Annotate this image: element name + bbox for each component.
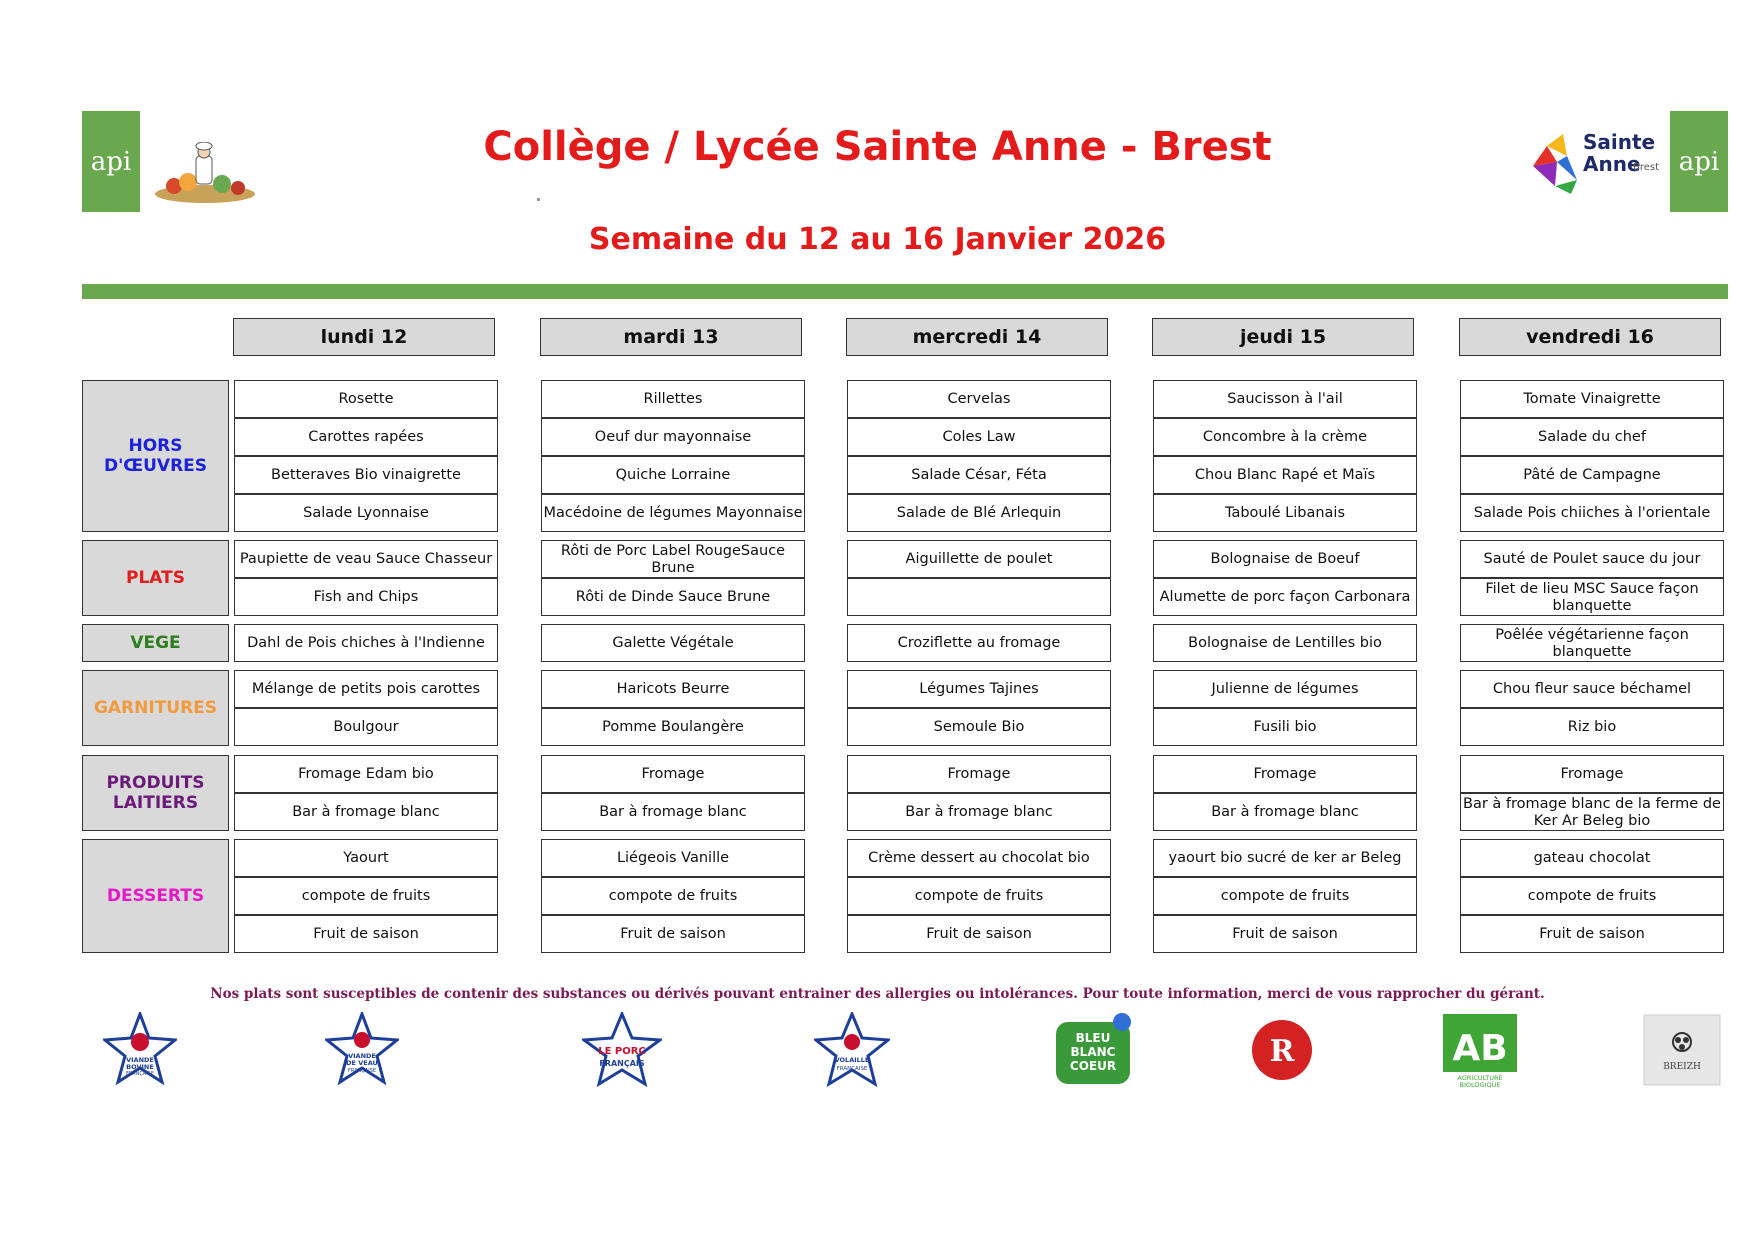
menu-cell: Riz bio — [1460, 708, 1724, 746]
api-logo-left: api — [82, 111, 140, 212]
menu-cell: Concombre à la crème — [1153, 418, 1417, 456]
menu-cell: Carottes rapées — [234, 418, 498, 456]
svg-text:DE VEAU: DE VEAU — [346, 1059, 378, 1067]
menu-cell: Poêlée végétarienne façon blanquette — [1460, 624, 1724, 662]
category-label: HORS D'ŒUVRES — [82, 380, 229, 532]
day-header: mardi 13 — [540, 318, 802, 356]
svg-text:VIANDE: VIANDE — [126, 1056, 154, 1064]
allergy-notice: Nos plats sont susceptibles de contenir des substances ou dérivés pouvant entrainer des allergies ou intolérances. Pour toute information, merci de vous rapprocher du gérant. — [210, 986, 1545, 1002]
menu-cell: Pâté de Campagne — [1460, 456, 1724, 494]
menu-cell: Chou fleur sauce béchamel — [1460, 670, 1724, 708]
menu-cell: Liégeois Vanille — [541, 839, 805, 877]
svg-text:COEUR: COEUR — [1069, 1059, 1117, 1073]
svg-text:LE PORC: LE PORC — [598, 1046, 646, 1057]
menu-cell: Fruit de saison — [541, 915, 805, 953]
page-subtitle: Semaine du 12 au 16 Janvier 2026 — [588, 222, 1167, 257]
menu-cell: Pomme Boulangère — [541, 708, 805, 746]
menu-cell: Paupiette de veau Sauce Chasseur — [234, 540, 498, 578]
bleu-blanc-coeur-label — [1050, 1010, 1136, 1090]
svg-text:VOLAILLE: VOLAILLE — [834, 1056, 870, 1064]
menu-cell: Julienne de légumes — [1153, 670, 1417, 708]
menu-cell: Fusili bio — [1153, 708, 1417, 746]
svg-text:R: R — [1269, 1034, 1295, 1069]
menu-cell: Salade de Blé Arlequin — [847, 494, 1111, 532]
menu-cell: Fromage — [541, 755, 805, 793]
menu-cell: compote de fruits — [847, 877, 1111, 915]
agriculture-biologique-label — [1440, 1010, 1520, 1090]
menu-cell: Fromage — [1153, 755, 1417, 793]
school-logo-city: Brest — [1633, 162, 1660, 173]
menu-cell: Cervelas — [847, 380, 1111, 418]
menu-cell: Fruit de saison — [234, 915, 498, 953]
svg-text:AGRICULTURE: AGRICULTURE — [1457, 1074, 1503, 1082]
menu-cell: Bar à fromage blanc — [234, 793, 498, 831]
menu-cell: Bolognaise de Lentilles bio — [1153, 624, 1417, 662]
menu-cell: Alumette de porc façon Carbonara — [1153, 578, 1417, 616]
menu-cell: Fruit de saison — [1460, 915, 1724, 953]
menu-cell: Mélange de petits pois carottes — [234, 670, 498, 708]
category-label: DESSERTS — [82, 839, 229, 953]
menu-cell: Aiguillette de poulet — [847, 540, 1111, 578]
small-dot — [537, 198, 540, 201]
svg-text:AB: AB — [1452, 1028, 1508, 1069]
menu-cell: Rôti de Dinde Sauce Brune — [541, 578, 805, 616]
menu-cell: Haricots Beurre — [541, 670, 805, 708]
menu-cell: Croziflette au fromage — [847, 624, 1111, 662]
menu-cell: Chou Blanc Rapé et Maïs — [1153, 456, 1417, 494]
menu-cell: Fromage — [847, 755, 1111, 793]
menu-cell: Coles Law — [847, 418, 1111, 456]
category-label: PLATS — [82, 540, 229, 616]
school-logo-line1: Sainte — [1583, 130, 1656, 154]
menu-cell: Galette Végétale — [541, 624, 805, 662]
svg-text:FRANÇAIS: FRANÇAIS — [599, 1059, 645, 1068]
day-header: lundi 12 — [233, 318, 495, 356]
menu-cell: Yaourt — [234, 839, 498, 877]
menu-cell: Salade Lyonnaise — [234, 494, 498, 532]
menu-cell: Crème dessert au chocolat bio — [847, 839, 1111, 877]
day-header: jeudi 15 — [1152, 318, 1414, 356]
menu-cell: Macédoine de légumes Mayonnaise — [541, 494, 805, 532]
volaille-francaise-label — [812, 1010, 892, 1090]
svg-text:VIANDE: VIANDE — [348, 1052, 376, 1060]
svg-text:FRANÇAISE: FRANÇAISE — [836, 1066, 868, 1072]
menu-cell: Fruit de saison — [1153, 915, 1417, 953]
menu-cell: Semoule Bio — [847, 708, 1111, 746]
header-divider — [82, 284, 1728, 299]
svg-text:BOVINE: BOVINE — [126, 1063, 154, 1071]
day-header: mercredi 14 — [846, 318, 1108, 356]
svg-text:BLANC: BLANC — [1070, 1045, 1116, 1059]
menu-cell: Fromage — [1460, 755, 1724, 793]
menu-cell: Dahl de Pois chiches à l'Indienne — [234, 624, 498, 662]
menu-cell: compote de fruits — [234, 877, 498, 915]
breizh-label — [1642, 1010, 1722, 1090]
menu-cell: Salade César, Féta — [847, 456, 1111, 494]
menu-cell: Salade Pois chiiches à l'orientale — [1460, 494, 1724, 532]
menu-cell: Tomate Vinaigrette — [1460, 380, 1724, 418]
svg-text:BREIZH: BREIZH — [1663, 1062, 1701, 1072]
svg-text:BLEU: BLEU — [1075, 1031, 1111, 1045]
menu-cell: Taboulé Libanais — [1153, 494, 1417, 532]
category-label: GARNITURES — [82, 670, 229, 746]
viande-bovine-francaise-label — [100, 1010, 180, 1090]
le-porc-francais-label — [580, 1010, 664, 1090]
menu-cell: compote de fruits — [1153, 877, 1417, 915]
school-logo — [1527, 126, 1660, 198]
menu-cell: Légumes Tajines — [847, 670, 1111, 708]
api-logo-right: api — [1670, 111, 1728, 212]
menu-cell: Boulgour — [234, 708, 498, 746]
category-label: VEGE — [82, 624, 229, 662]
school-logo-line2: Anne — [1583, 152, 1641, 176]
menu-cell: Oeuf dur mayonnaise — [541, 418, 805, 456]
menu-cell: Rôti de Porc Label RougeSauce Brune — [541, 540, 805, 578]
menu-cell: Quiche Lorraine — [541, 456, 805, 494]
day-header: vendredi 16 — [1459, 318, 1721, 356]
viande-de-veau-francaise-label — [322, 1010, 402, 1090]
menu-cell: Rillettes — [541, 380, 805, 418]
menu-cell: Filet de lieu MSC Sauce façon blanquette — [1460, 578, 1724, 616]
svg-text:FRANÇAISE: FRANÇAISE — [125, 1071, 155, 1077]
menu-cell: yaourt bio sucré de ker ar Beleg — [1153, 839, 1417, 877]
menu-cell: Saucisson à l'ail — [1153, 380, 1417, 418]
menu-cell: Bolognaise de Boeuf — [1153, 540, 1417, 578]
menu-cell: Rosette — [234, 380, 498, 418]
menu-cell: Sauté de Poulet sauce du jour — [1460, 540, 1724, 578]
menu-cell: compote de fruits — [1460, 877, 1724, 915]
category-label: PRODUITS LAITIERS — [82, 755, 229, 831]
menu-cell: Fish and Chips — [234, 578, 498, 616]
menu-cell — [847, 578, 1111, 616]
menu-cell: Fromage Edam bio — [234, 755, 498, 793]
svg-text:FRANÇAISE: FRANÇAISE — [347, 1068, 377, 1074]
menu-cell: Bar à fromage blanc — [847, 793, 1111, 831]
menu-cell: Betteraves Bio vinaigrette — [234, 456, 498, 494]
menu-cell: Bar à fromage blanc de la ferme de Ker Ar Beleg bio — [1460, 793, 1724, 831]
menu-cell: Bar à fromage blanc — [541, 793, 805, 831]
menu-cell: Salade du chef — [1460, 418, 1724, 456]
menu-cell: Fruit de saison — [847, 915, 1111, 953]
menu-cell: gateau chocolat — [1460, 839, 1724, 877]
page-title: Collège / Lycée Sainte Anne - Brest — [483, 124, 1272, 170]
menu-cell: compote de fruits — [541, 877, 805, 915]
svg-text:BIOLOGIQUE: BIOLOGIQUE — [1459, 1081, 1501, 1088]
menu-cell: Bar à fromage blanc — [1153, 793, 1417, 831]
label-rouge-label — [1246, 1010, 1318, 1090]
